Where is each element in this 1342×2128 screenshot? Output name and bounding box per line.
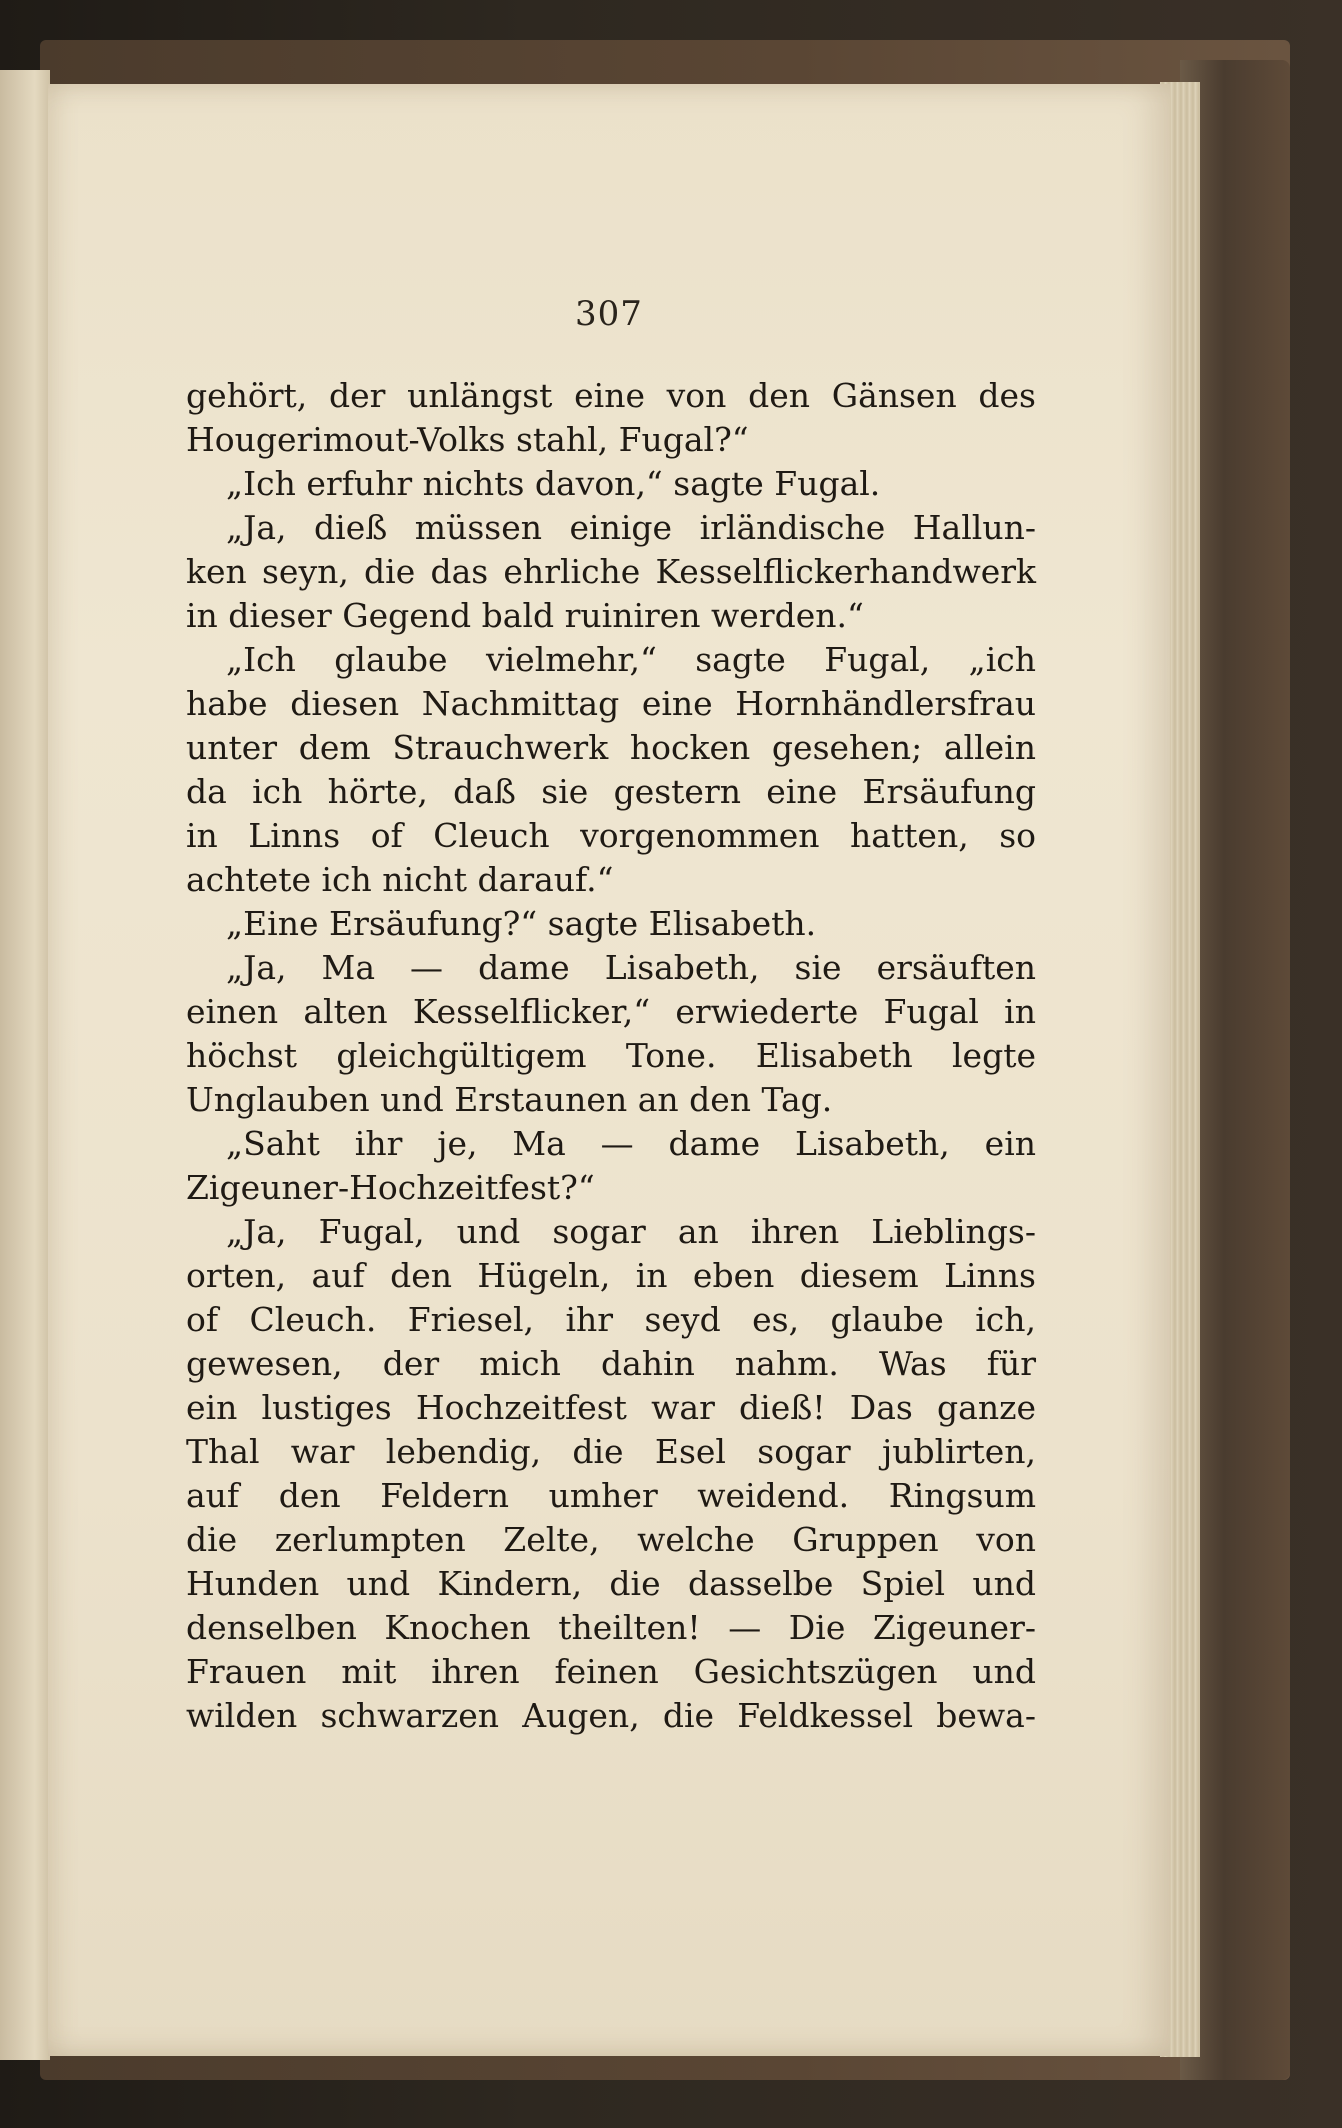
text-line: ein lustiges Hochzeitfest war dieß! Das ganze (186, 1388, 1036, 1427)
text-line: orten, auf den Hügeln, in eben diesem Linns (186, 1256, 1036, 1295)
text-line: höchst gleichgültigem Tone. Elisabeth legte (186, 1036, 1036, 1075)
text-line: in Linns of Cleuch vorgenommen hatten, so (186, 816, 1036, 855)
text-line: einen alten Kesselflicker,“ erwiederte Fugal in (186, 992, 1036, 1031)
text-line: ken seyn, die das ehrliche Kesselflickerhandwerk (186, 552, 1036, 591)
text-line: Zigeuner-Hochzeitfest?“ (186, 1168, 595, 1207)
page-number: 307 (575, 294, 643, 334)
text-line: die zerlumpten Zelte, welche Gruppen von (186, 1520, 1036, 1559)
text-line: of Cleuch. Friesel, ihr seyd es, glaube ich, (186, 1300, 1036, 1339)
text-line: „Ja, Fugal, und sogar an ihren Lieblings- (226, 1212, 1036, 1251)
page-text (186, 374, 1036, 1738)
text-line: denselben Knochen theilten! — Die Zigeuner- (186, 1608, 1036, 1647)
text-line: „Saht ihr je, Ma — dame Lisabeth, ein (226, 1124, 1036, 1163)
text-line: da ich hörte, daß sie gestern eine Ersäufung (186, 772, 1036, 811)
text-line: habe diesen Nachmittag eine Hornhändlersfrau (186, 684, 1036, 723)
text-line: „Eine Ersäufung?“ sagte Elisabeth. (226, 904, 817, 943)
text-line: Frauen mit ihren feinen Gesichtszügen und (186, 1652, 1036, 1691)
text-line: „Ja, dieß müssen einige irländische Hallun- (226, 508, 1036, 547)
text-line: gewesen, der mich dahin nahm. Was für (186, 1344, 1036, 1383)
text-line: gehört, der unlängst eine von den Gänsen des (186, 376, 1036, 415)
text-line: achtete ich nicht darauf.“ (186, 860, 614, 899)
text-line: wilden schwarzen Augen, die Feldkessel bewa- (186, 1696, 1036, 1735)
text-line: Hougerimout-Volks stahl, Fugal?“ (186, 420, 749, 459)
text-line: in dieser Gegend bald ruiniren werden.“ (186, 596, 864, 635)
text-line: Unglauben und Erstaunen an den Tag. (186, 1080, 833, 1119)
text-line: „Ja, Ma — dame Lisabeth, sie ersäuften (226, 948, 1036, 987)
text-line: Thal war lebendig, die Esel sogar jublirten, (186, 1432, 1036, 1471)
book-page (48, 84, 1170, 2056)
text-line: Hunden und Kindern, die dasselbe Spiel und (186, 1564, 1036, 1603)
facing-page-edge (0, 70, 50, 2060)
text-line: auf den Feldern umher weidend. Ringsum (186, 1476, 1036, 1515)
text-line: „Ich glaube vielmehr,“ sagte Fugal, „ich (226, 640, 1036, 679)
text-line: unter dem Strauchwerk hocken gesehen; allein (186, 728, 1036, 767)
text-line: „Ich erfuhr nichts davon,“ sagte Fugal. (226, 464, 881, 503)
